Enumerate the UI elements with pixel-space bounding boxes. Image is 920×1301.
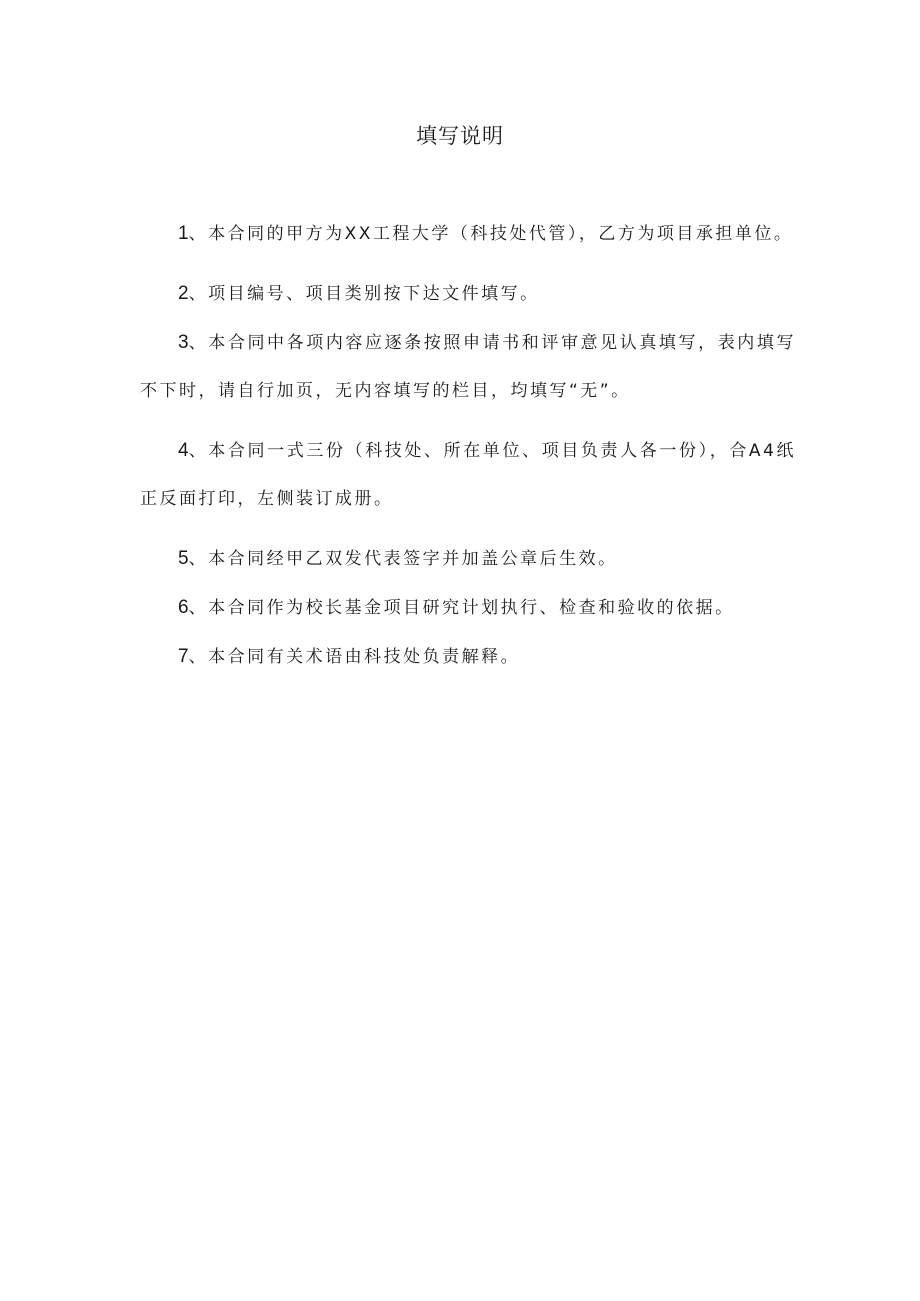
item-number: 3: [178, 332, 189, 353]
item-text: 、本合同有关术语由科技处负责解释。: [188, 647, 521, 667]
instruction-list: [140, 210, 796, 682]
instruction-item-6: [140, 584, 796, 632]
document-title: 填写说明: [416, 124, 504, 148]
item-number: 1: [178, 223, 189, 244]
instruction-item-2: [140, 270, 796, 318]
item-text: 、项目编号、项目类别按下达文件填写。: [188, 284, 540, 304]
instruction-item-5: [140, 535, 796, 583]
instruction-item-7: [140, 633, 796, 681]
item-text: 、本合同中各项内容应逐条按照申请书和评审意见认真填写，表内填写不下时，请自行加页，无内容填写的栏目，均填写“无”。: [140, 333, 796, 401]
item-text: 、本合同一式三份（科技处、所在单位、项目负责人各一份），合A4纸正反面打印，左侧装订成册。: [140, 441, 796, 509]
item-text: 、本合同作为校长基金项目研究计划执行、检查和验收的依据。: [188, 598, 735, 618]
instruction-item-3: [140, 319, 796, 415]
instruction-item-1: [140, 210, 796, 258]
item-text: 、本合同经甲乙双发代表签字并加盖公章后生效。: [188, 549, 618, 569]
instruction-item-4: [140, 427, 796, 523]
item-number: 7: [178, 646, 189, 667]
item-number: 4: [178, 440, 189, 461]
item-number: 6: [178, 597, 189, 618]
item-number: 5: [178, 548, 189, 569]
item-text: 、本合同的甲方为XX工程大学（科技处代管），乙方为项目承担单位。: [188, 224, 794, 244]
item-number: 2: [178, 283, 189, 304]
